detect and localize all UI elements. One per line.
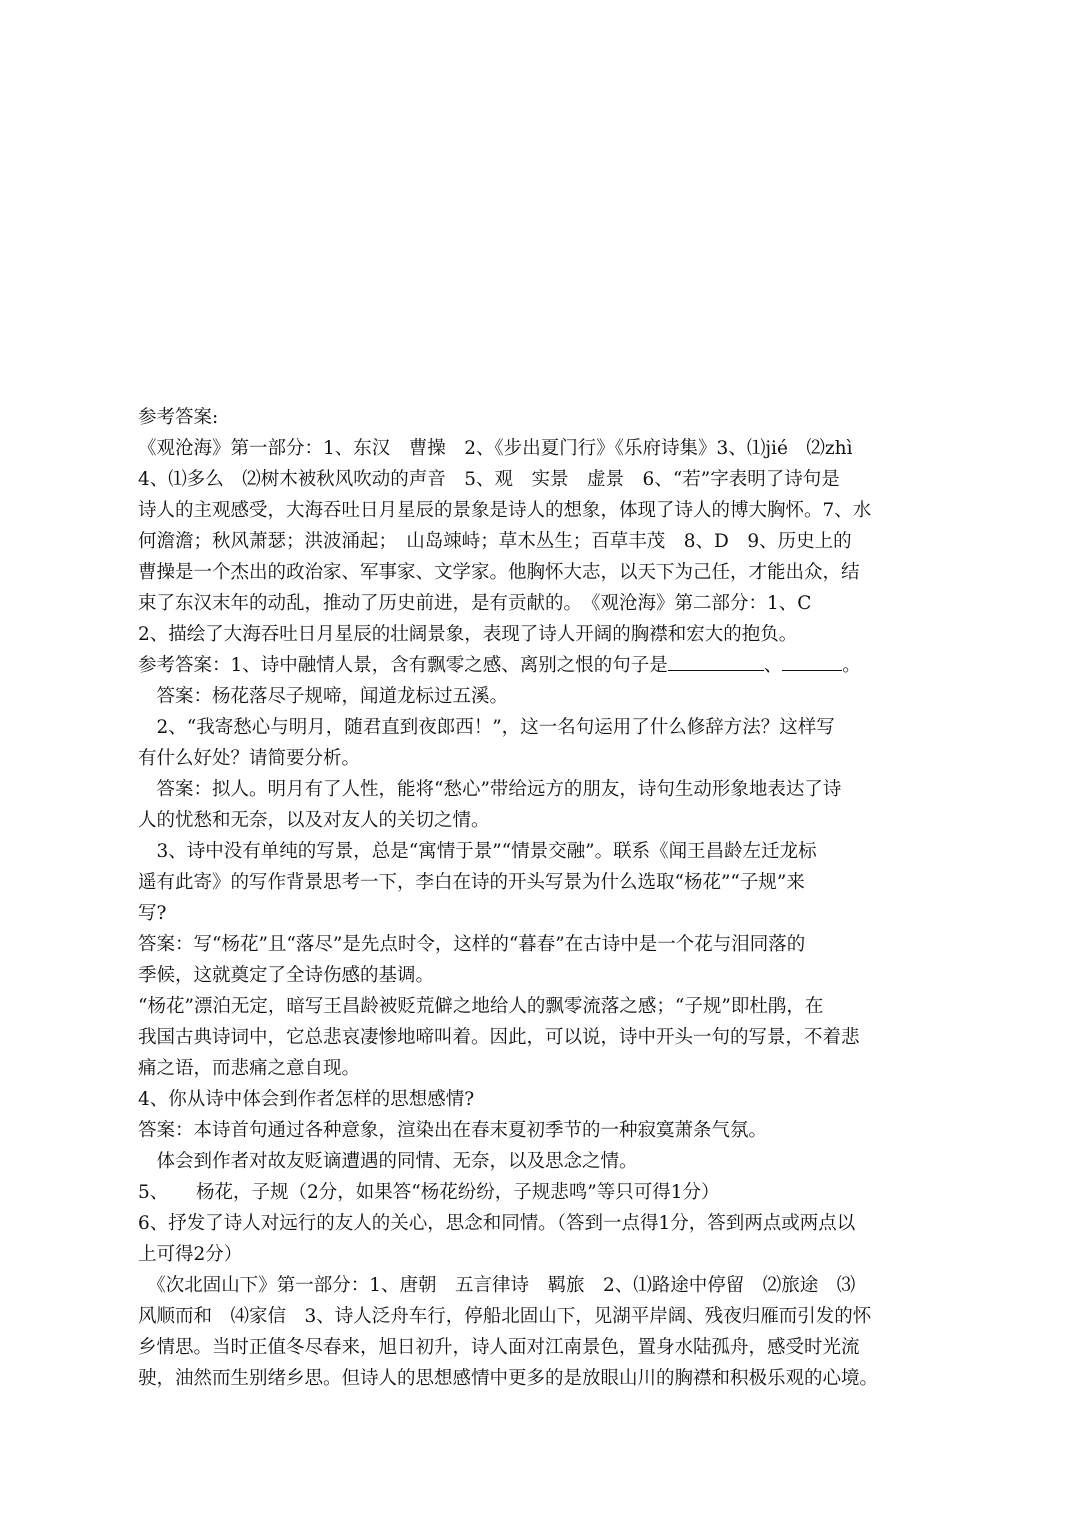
text-line: 有什么好处？请简要分析。 bbox=[138, 748, 361, 769]
text-line: 痛之语，而悲痛之意自现。 bbox=[138, 1058, 361, 1079]
text-line: 4、你从诗中体会到作者怎样的思想感情? bbox=[138, 1089, 475, 1110]
question-line-with-blanks bbox=[138, 650, 918, 681]
text-line: 遥有此寄》的写作背景思考一下，李白在诗的开头写景为什么选取“杨花”“子规”来 bbox=[138, 872, 805, 893]
text-line: 何澹澹；秋风萧瑟；洪波涌起； 山岛竦峙；草木丛生；百草丰茂 8、D 9、历史上的 bbox=[138, 531, 852, 552]
end-mark: 。 bbox=[842, 655, 861, 676]
text-line: 人的忧愁和无奈，以及对友人的关切之情。 bbox=[138, 810, 490, 831]
answer-heading: 参考答案: bbox=[138, 407, 219, 428]
text-line: 2、“我寄愁心与明月，随君直到夜郎西！”，这一名句运用了什么修辞方法？这样写 bbox=[138, 717, 835, 738]
text-line: 答案：杨花落尽子规啼，闻道龙标过五溪。 bbox=[138, 686, 509, 707]
text-line: 6、抒发了诗人对远行的友人的关心，思念和同情。（答到一点得1分，答到两点或两点以 bbox=[138, 1213, 856, 1234]
text-line: 2、描绘了大海吞吐日月星辰的壮阔景象，表现了诗人开阔的胸襟和宏大的抱负。 bbox=[138, 624, 798, 645]
document-body bbox=[138, 402, 918, 1394]
separator: 、 bbox=[763, 655, 783, 676]
text-line: 写? bbox=[138, 903, 167, 924]
text-line: 《观沧海》第一部分：1、东汉 曹操 2、《步出夏门行》《乐府诗集》3、⑴jié ⑵zhì bbox=[138, 438, 853, 459]
text-line: 答案：拟人。明月有了人性，能将“愁心”带给远方的朋友，诗句生动形象地表达了诗 bbox=[138, 779, 842, 800]
text-line: 风顺而和 ⑷家信 3、诗人泛舟车行，停船北固山下，见湖平岸阔、残夜归雁而引发的怀 bbox=[138, 1306, 872, 1327]
text-line: “杨花”漂泊无定，暗写王昌龄被贬荒僻之地给人的飘零流落之感；“子规”即杜鹃，在 bbox=[138, 996, 824, 1017]
text-line: 曹操是一个杰出的政治家、军事家、文学家。他胸怀大志，以天下为己任，才能出众，结 bbox=[138, 562, 860, 583]
text-line: 答案：写“杨花”且“落尽”是先点时令，这样的“暮春”在古诗中是一个花与泪同落的 bbox=[138, 934, 806, 955]
text-line: 季候，这就奠定了全诗伤感的基调。 bbox=[138, 965, 435, 986]
text-line: 《次北固山下》第一部分：1、唐朝 五言律诗 羁旅 2、⑴路途中停留 ⑵旅途 ⑶ bbox=[138, 1275, 856, 1296]
text-line: 体会到作者对故友贬谪遭遇的同情、无奈，以及思念之情。 bbox=[138, 1151, 638, 1172]
question-text: 参考答案：1、诗中融情人景，含有飘零之感、离别之恨的句子是 bbox=[138, 655, 668, 676]
text-line: 上可得2分） bbox=[138, 1244, 243, 1265]
text-line: 乡情思。当时正值冬尽春来，旭日初升，诗人面对江南景色，置身水陆孤舟，感受时光流 bbox=[138, 1337, 860, 1358]
text-line: 诗人的主观感受，大海吞吐日月星辰的景象是诗人的想象，体现了诗人的博大胸怀。7、水 bbox=[138, 500, 872, 521]
answer-blank bbox=[782, 650, 842, 671]
answer-blank bbox=[668, 650, 764, 671]
text-line: 束了东汉末年的动乱，推动了历史前进，是有贡献的。 《观沧海》第二部分：1、C bbox=[138, 593, 812, 614]
text-line: 答案：本诗首句通过各种意象，渲染出在春末夏初季节的一种寂寞萧条气氛。 bbox=[138, 1120, 768, 1141]
text-line: 5、 杨花，子规（2分，如果答“杨花纷纷，子规悲鸣”等只可得1分） bbox=[138, 1182, 720, 1203]
text-line: 我国古典诗词中，它总悲哀凄惨地啼叫着。因此，可以说，诗中开头一句的写景，不着悲 bbox=[138, 1027, 860, 1048]
text-line: 3、诗中没有单纯的写景，总是“寓情于景”“情景交融”。联系《闻王昌龄左迁龙标 bbox=[138, 841, 817, 862]
text-line: 4、⑴多么 ⑵树木被秋风吹动的声音 5、观 实景 虚景 6、“若”字表明了诗句是 bbox=[138, 469, 840, 490]
text-line: 驶，油然而生别绪乡思。但诗人的思想感情中更多的是放眼山川的胸襟和积极乐观的心境。 bbox=[138, 1368, 879, 1389]
